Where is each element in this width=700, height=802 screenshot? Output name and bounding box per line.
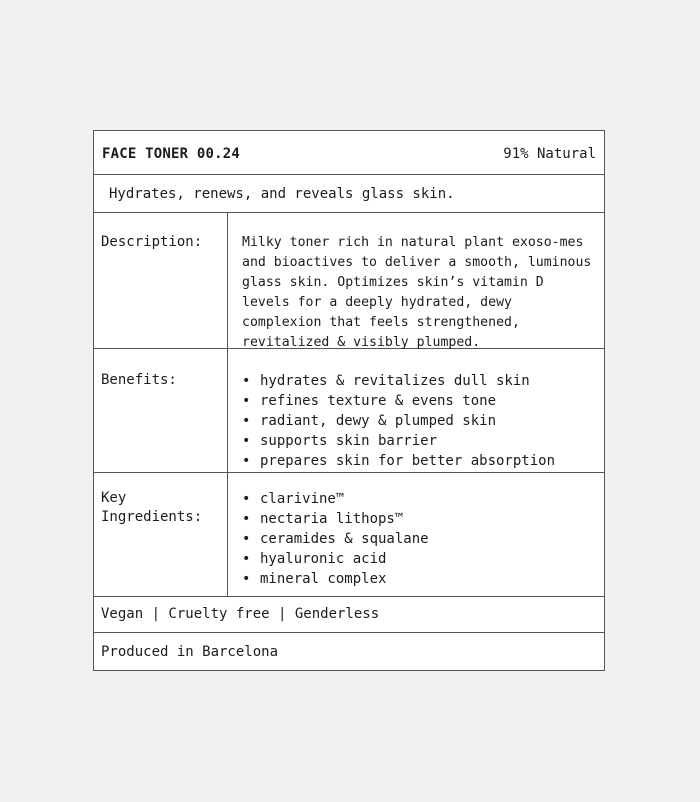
benefits-list <box>242 371 555 471</box>
list-item: • supports skin barrier <box>242 431 555 451</box>
column-divider <box>227 349 228 472</box>
product-info-card <box>93 130 605 671</box>
product-tagline: Hydrates, renews, and reveals glass skin. <box>109 186 455 202</box>
ingredients-label-line1: Key <box>101 490 127 506</box>
origin-row <box>94 633 604 672</box>
product-attributes: Vegan | Cruelty free | Genderless <box>101 606 380 622</box>
description-text: Milky toner rich in natural plant exoso-mes and bioactives to deliver a smooth, luminous glass skin. Optimizes skin’s vitamin D levels for a deeply hydrated, dewy complexion that feels strengthened, revitalized & visibly plumped. <box>242 235 592 349</box>
ingredients-label-line2: Ingredients: <box>101 509 203 525</box>
benefits-row <box>94 349 604 473</box>
product-name: FACE TONER 00.24 <box>102 146 241 162</box>
title-row <box>94 131 604 175</box>
list-item: • nectaria lithops™ <box>242 509 429 529</box>
attributes-row <box>94 597 604 633</box>
ingredients-row <box>94 473 604 597</box>
ingredients-label <box>101 489 221 527</box>
origin-text: Produced in Barcelona <box>101 644 279 660</box>
list-item: • prepares skin for better absorption <box>242 451 555 471</box>
description-label: Description: <box>101 234 203 250</box>
list-item: • radiant, dewy & plumped skin <box>242 411 555 431</box>
column-divider <box>227 473 228 596</box>
column-divider <box>227 213 228 348</box>
description-row <box>94 213 604 349</box>
tagline-row <box>94 175 604 213</box>
list-item: • mineral complex <box>242 569 429 589</box>
list-item: • ceramides & squalane <box>242 529 429 549</box>
natural-percentage: 91% Natural <box>503 146 596 162</box>
ingredients-list <box>242 489 429 589</box>
list-item: • refines texture & evens tone <box>242 391 555 411</box>
benefits-label: Benefits: <box>101 372 177 388</box>
list-item: • hyaluronic acid <box>242 549 429 569</box>
list-item: • clarivine™ <box>242 489 429 509</box>
list-item: • hydrates & revitalizes dull skin <box>242 371 555 391</box>
